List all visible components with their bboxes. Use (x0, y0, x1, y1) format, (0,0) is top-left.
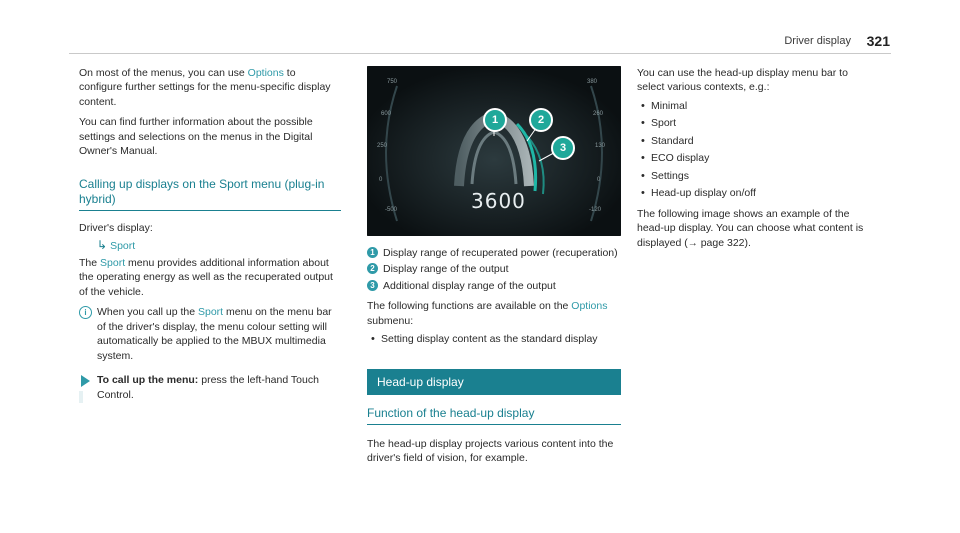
left-tick-5: -500 (385, 207, 398, 213)
page-reference-link[interactable]: page 322). (697, 236, 751, 249)
list-item: • Head-up display on/off (637, 186, 877, 200)
example-paragraph: The following image shows an example of the head-up display. You can choose what content is displayed (→ page 322). (637, 207, 864, 249)
step-bar (79, 391, 83, 403)
header-rule (69, 53, 891, 54)
options-submenu-link[interactable]: Options (571, 300, 608, 313)
list-item: • Minimal (637, 99, 877, 113)
contexts-intro: You can use the head-up display menu bar to select various contexts, e.g.: (637, 67, 848, 94)
right-tick-1: 380 (587, 79, 598, 85)
right-tick-5: -120 (589, 207, 602, 213)
right-column (637, 66, 877, 257)
callout-item-3: 3 Additional display range of the output (367, 279, 621, 293)
section-heading: Calling up displays on the Sport menu (plug-in hybrid) (79, 176, 325, 207)
options-link[interactable]: Options (247, 67, 284, 79)
number-2-badge: 2 (367, 263, 378, 274)
right-tick-3: 130 (595, 143, 606, 149)
functions-intro: The following functions are available on the Options submenu: (367, 300, 608, 327)
instruction-step (79, 373, 341, 402)
right-tick-2: 260 (593, 111, 604, 117)
left-tick-3: 250 (377, 143, 388, 149)
contexts-list (637, 99, 877, 201)
list-item: • Settings (637, 169, 877, 183)
sport-link[interactable]: Sport (100, 256, 126, 269)
left-tick-1: 750 (387, 79, 398, 85)
function-subheading: Function of the head-up display (367, 406, 535, 421)
speed-readout: 3600 (471, 189, 526, 213)
number-1-badge: 1 (367, 247, 378, 258)
sport-display-image (367, 66, 621, 236)
callout-item-1: 1 Display range of recuperated power (recuperation) (367, 246, 621, 260)
menu-path (79, 237, 341, 254)
action-arrow-icon (81, 375, 90, 387)
left-column (79, 66, 341, 402)
list-item: • ECO display (637, 151, 877, 165)
hud-description: The head-up display projects various content into the driver's field of vision, for example. (367, 438, 614, 465)
functions-list (367, 332, 621, 346)
menu-root-label: Driver's display: (79, 221, 153, 234)
note-sport-link[interactable]: Sport (197, 306, 224, 319)
section-title: Driver display (784, 35, 851, 47)
info-note: i When you call up the Sport menu on the menu bar of the driver's display, the menu colour setting will automatically be applied to the MBUX multimedia system. (79, 305, 341, 363)
callout-badge-2: 2 (529, 108, 553, 132)
callout-badge-3: 3 (551, 136, 575, 160)
info-icon: i (79, 306, 92, 319)
section-heading-rule (79, 210, 341, 211)
callout-legend (367, 246, 621, 293)
number-3-badge: 3 (367, 280, 378, 291)
sport-menu-link[interactable]: Sport (110, 240, 136, 253)
list-item: • Standard (637, 134, 877, 148)
callout-badge-1: 1 (483, 108, 507, 132)
head-up-display-band: Head-up display (367, 369, 621, 396)
left-tick-4: 0 (379, 177, 383, 183)
submenu-arrow-icon: ↳ (97, 238, 108, 253)
further-info-paragraph: You can find further information about the possible settings and selections on the menus in the Digital Owner's Manual. (79, 116, 313, 158)
step-text: press the left-hand Touch Control. (97, 374, 319, 401)
middle-column (367, 66, 621, 472)
list-item: • Sport (637, 116, 877, 130)
right-tick-4: 0 (597, 177, 601, 183)
subheading-rule (367, 424, 621, 425)
step-label: To call up the menu: (97, 374, 199, 387)
intro-paragraph: On most of the menus, you can use Options to configure further settings for the menu-specific display content. (79, 67, 331, 108)
list-item: • Setting display content as the standard display (367, 332, 621, 346)
page-number: 321 (866, 33, 890, 49)
callout-item-2: 2 Display range of the output (367, 262, 621, 276)
sport-description: The Sport menu provides additional information about the operating energy as well as the recuperated output of the vehicle. (79, 256, 333, 298)
page-ref-arrow-icon: → (687, 237, 698, 249)
left-tick-2: 600 (381, 111, 392, 117)
